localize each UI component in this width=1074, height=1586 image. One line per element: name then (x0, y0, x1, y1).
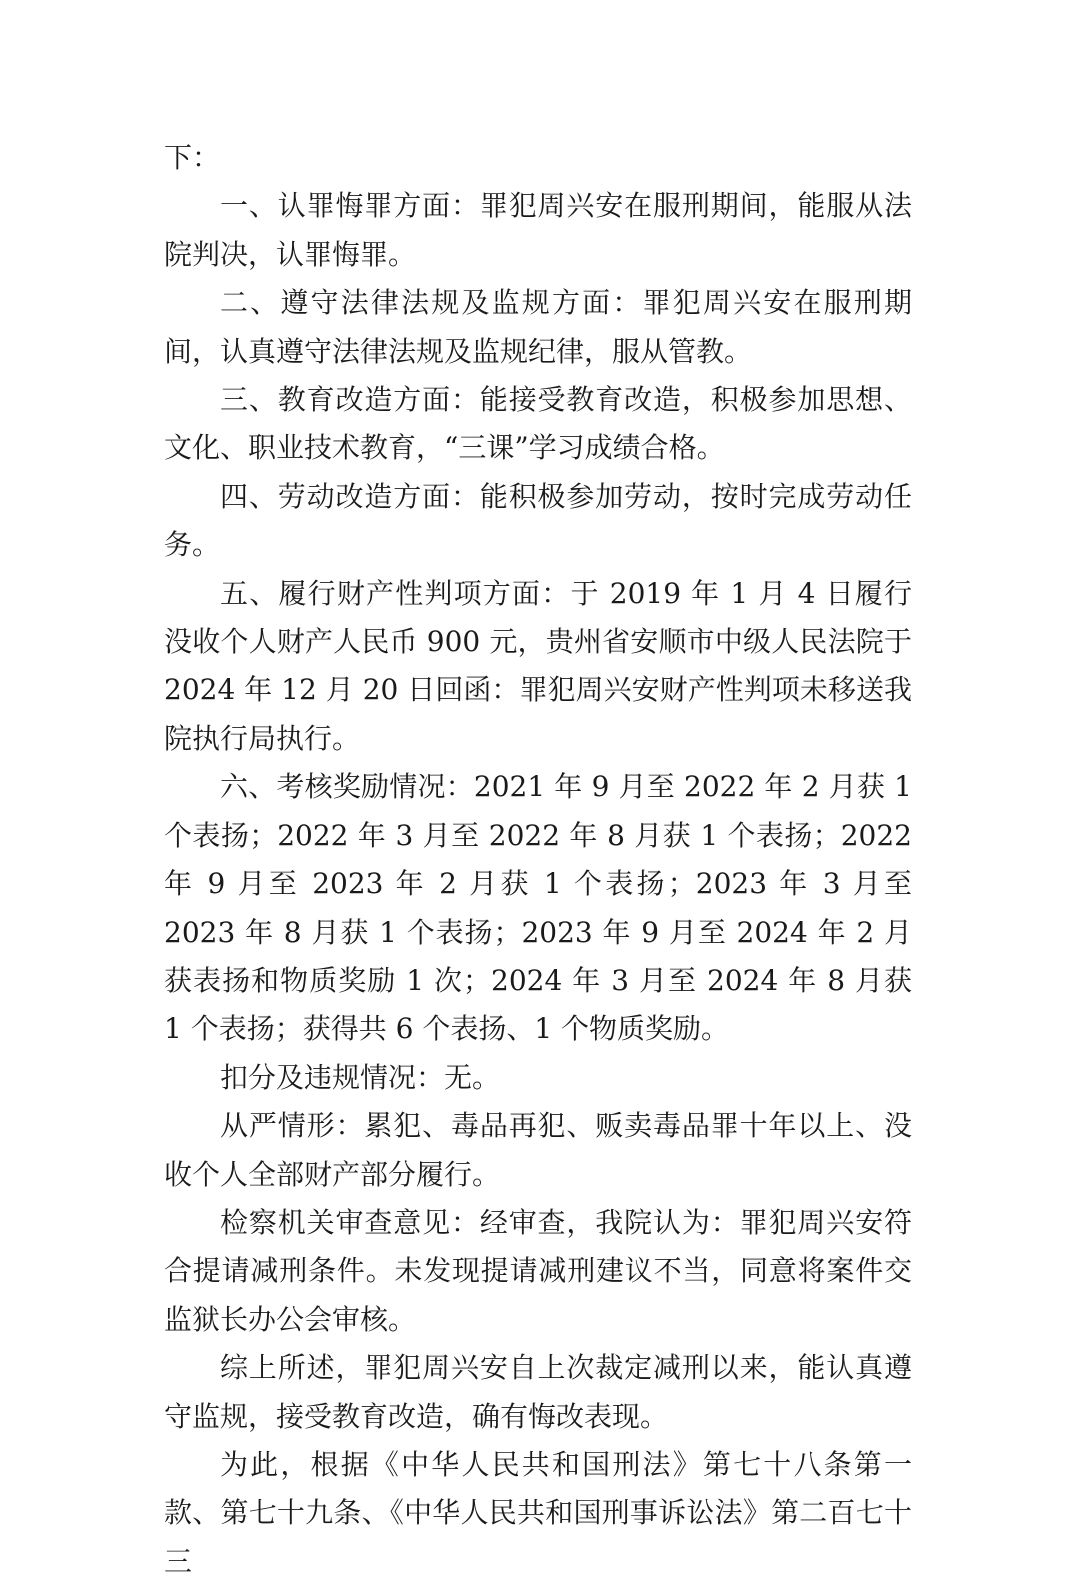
paragraph-property-judgment: 五、履行财产性判项方面：于 2019 年 1 月 4 日履行没收个人财产人民币 900 元，贵州省安顺市中级人民法院于 2024 年 12 月 20 日回函：罪犯周兴安财产性判项未移送我院执行局执行。 (164, 576, 912, 755)
paragraph-continuation: 下： (164, 141, 221, 174)
paragraph-law-compliance: 二、遵守法律法规及监规方面：罪犯周兴安在服刑期间，认真遵守法律法规及监规纪律，服从管教。 (164, 286, 912, 368)
paragraph-procuratorate-opinion: 检察机关审查意见：经审查，我院认为：罪犯周兴安符合提请减刑条件。未发现提请减刑建议不当，同意将案件交监狱长办公会审核。 (164, 1205, 912, 1336)
paragraph-strict-circumstances: 从严情形：累犯、毒品再犯、贩卖毒品罪十年以上、没收个人全部财产部分履行。 (164, 1109, 912, 1191)
paragraph-education: 三、教育改造方面：能接受教育改造，积极参加思想、文化、职业技术教育，“三课”学习成绩合格。 (164, 383, 912, 465)
paragraph-rewards: 六、考核奖励情况：2021 年 9 月至 2022 年 2 月获 1 个表扬；2022 年 3 月至 2022 年 8 月获 1 个表扬；2022 年 9 月至 2023 年 2 月获 1 个表扬；2023 年 3 月至 2023 年 8 月获 1 个表扬；2023 年 9 月至 2024 年 2 月获表扬和物质奖励 1 次；2024 年 3 月至 2024 年 8 月获 1 个表扬；获得共 6 个表扬、1 个物质奖励。 (164, 770, 912, 1046)
paragraph-labor: 四、劳动改造方面：能积极参加劳动，按时完成劳动任务。 (164, 479, 912, 562)
document-body (164, 134, 912, 1586)
paragraph-summary: 综上所述，罪犯周兴安自上次裁定减刑以来，能认真遵守监规，接受教育改造，确有悔改表现。 (164, 1351, 912, 1433)
paragraph-violations: 扣分及违规情况：无。 (220, 1060, 501, 1094)
paragraph-repentance: 一、认罪悔罪方面：罪犯周兴安在服刑期间，能服从法院判决，认罪悔罪。 (164, 189, 912, 271)
paragraph-legal-basis: 为此，根据《中华人民共和国刑法》第七十八条第一款、第七十九条、《中华人民共和国刑事诉讼法》第二百七十三 (164, 1447, 912, 1578)
